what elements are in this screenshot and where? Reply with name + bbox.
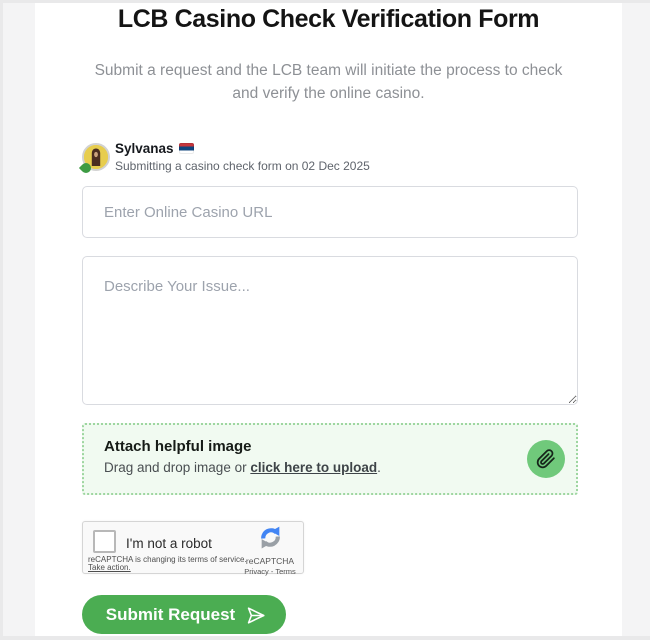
submit-request-button[interactable] [82,595,286,634]
issue-textarea[interactable] [82,256,578,405]
attach-title: Attach helpful image [104,438,252,455]
subtitle-line-1: Submit a request and the LCB team will initiate the process to check [94,62,563,79]
submit-label: Submit Request [105,604,236,624]
page-title: LCB Casino Check Verification Form [117,5,540,33]
subtitle-line-2: and verify the online casino. [232,85,425,102]
attach-upload-button[interactable] [527,440,565,478]
user-meta: Submitting a casino check form on 02 Dec 2025 [115,159,370,173]
user-name: Sylvanas [115,141,370,156]
attach-instructions: Drag and drop image or click here to upload. [104,460,381,475]
recaptcha-privacy-terms-links[interactable]: Privacy - Terms [244,567,296,576]
attach-dropzone[interactable] [82,423,578,495]
upload-link[interactable]: click here to upload [250,460,378,475]
send-icon [239,602,266,629]
page-subtitle [35,59,622,105]
serbia-flag-icon [179,143,194,154]
casino-url-input[interactable] [82,186,578,238]
recaptcha-notice: reCAPTCHA is changing its terms of service. Take action. [88,555,247,572]
recaptcha-take-action-link[interactable]: Take action. [88,563,131,572]
paperclip-icon [536,449,556,469]
form-card [35,3,622,636]
recaptcha-checkbox[interactable] [93,530,116,553]
recaptcha-brand: reCAPTCHA [245,556,295,566]
recaptcha-label: I'm not a robot [126,536,212,551]
recaptcha-logo-icon [258,525,283,550]
recaptcha-widget [82,521,304,574]
